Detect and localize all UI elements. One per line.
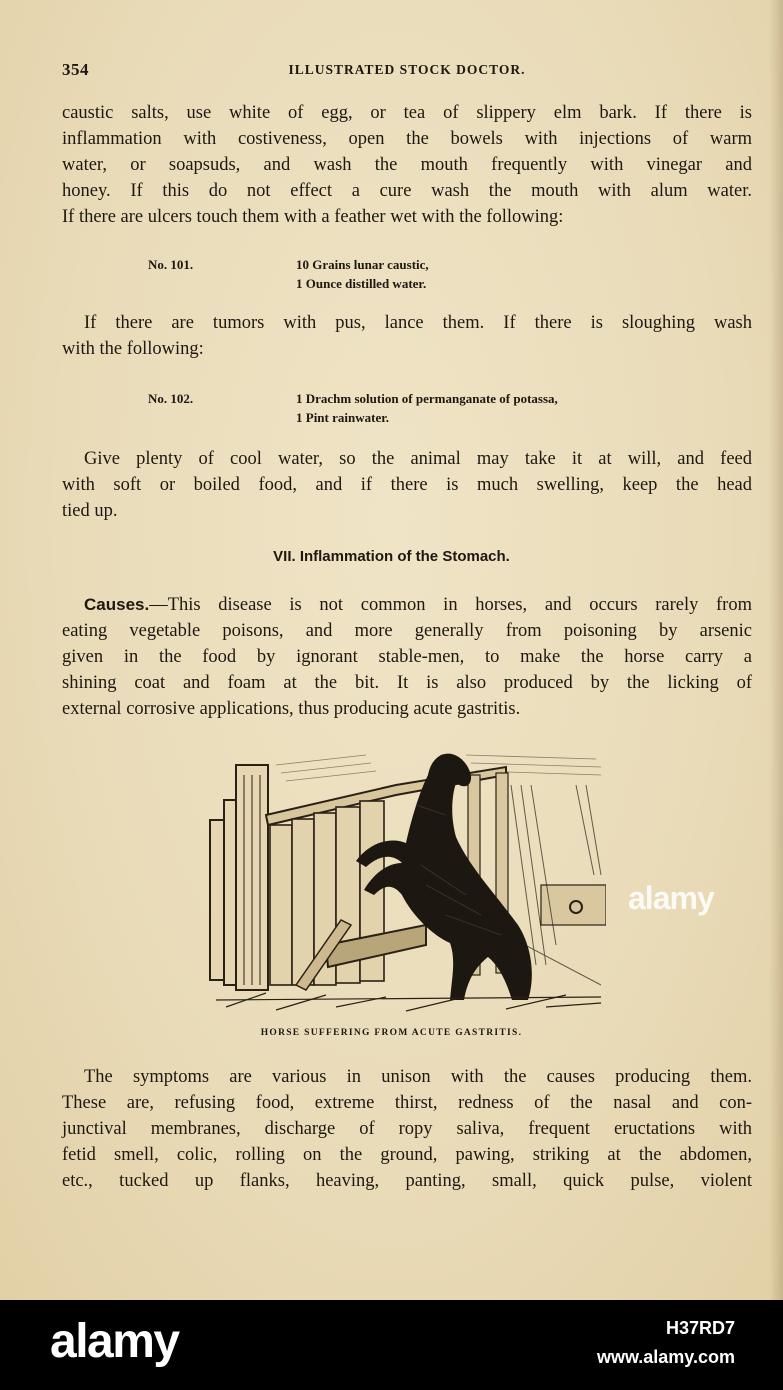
text-line: junctival membranes, discharge of ropy saliva, frequent eructations with <box>62 1119 752 1139</box>
section-heading: VII. Inflammation of the Stomach. <box>273 548 510 565</box>
text-line: tied up. <box>62 501 118 521</box>
text-line: external corrosive applications, thus producing acute gastritis. <box>62 699 521 719</box>
page-header <box>62 60 752 84</box>
paragraph-causes <box>62 592 752 722</box>
text-line: fetid smell, colic, rolling on the ground, pawing, striking at the abdomen, <box>62 1145 752 1165</box>
page-edge-shadow <box>769 0 783 1300</box>
paragraph-tumors <box>62 310 752 362</box>
watermark-bar <box>0 1300 783 1390</box>
page-number: 354 <box>62 60 89 79</box>
recipe-number: No. 101. <box>148 257 194 272</box>
text-line: These are, refusing food, extreme thirst, redness of the nasal and con- <box>62 1093 752 1113</box>
text-line: eating vegetable poisons, and more generally from poisoning by arsenic <box>62 621 752 641</box>
recipe-number: No. 102. <box>148 391 194 406</box>
text-line: The symptoms are various in unison with the causes producing them. <box>84 1067 752 1087</box>
text-line: If there are ulcers touch them with a feather wet with the following: <box>62 207 564 227</box>
text-line: with soft or boiled food, and if there is much swelling, keep the head <box>62 475 752 495</box>
image-id: H37RD7 <box>665 1318 735 1338</box>
text-line: caustic salts, use white of egg, or tea of slippery elm bark. If there is <box>62 103 752 123</box>
text-line: inflammation with costiveness, open the bowels with injections of warm <box>62 129 752 149</box>
text-line: shining coat and foam at the bit. It is also produced by the licking of <box>62 673 752 693</box>
paragraph-symptoms <box>62 1064 752 1194</box>
paragraph-caustic <box>62 100 752 230</box>
ingredient-line: 1 Drachm solution of permanganate of potassa, <box>296 391 558 406</box>
text-line <box>62 592 752 618</box>
recipe-ingredients <box>296 389 558 427</box>
watermark-logo: alamy <box>50 1315 179 1368</box>
causes-lead: Causes. <box>84 595 150 614</box>
ingredient-line: 10 Grains lunar caustic, <box>296 257 429 272</box>
site-url: www.alamy.com <box>596 1347 735 1367</box>
ingredient-line: 1 Ounce distilled water. <box>296 276 427 291</box>
text-line: If there are tumors with pus, lance them. If there is sloughing wash <box>84 313 752 333</box>
text-line: with the following: <box>62 339 204 359</box>
running-head: ILLUSTRATED STOCK DOCTOR. <box>288 62 526 77</box>
text-line: given in the food by ignorant stable-men, to make the horse carry a <box>62 647 752 667</box>
watermark-overlay: alamy <box>628 880 714 916</box>
text-line: Give plenty of cool water, so the animal may take it at will, and feed <box>84 449 752 469</box>
watermark-info <box>597 1314 735 1372</box>
text-line: water, or soapsuds, and wash the mouth frequently with vinegar and <box>62 155 752 175</box>
text-line: honey. If this do not effect a cure wash the mouth with alum water. <box>62 181 752 201</box>
figure-caption: HORSE SUFFERING FROM ACUTE GASTRITIS. <box>260 1028 523 1038</box>
ingredient-line: 1 Pint rainwater. <box>296 410 390 425</box>
recipe-ingredients <box>296 255 429 293</box>
text-line: etc., tucked up flanks, heaving, panting, small, quick pulse, violent <box>62 1171 752 1191</box>
paragraph-cool-water <box>62 446 752 524</box>
horse-engraving-illustration <box>206 745 606 1020</box>
causes-text: —This disease is not common in horses, and occurs rarely from <box>149 595 752 615</box>
